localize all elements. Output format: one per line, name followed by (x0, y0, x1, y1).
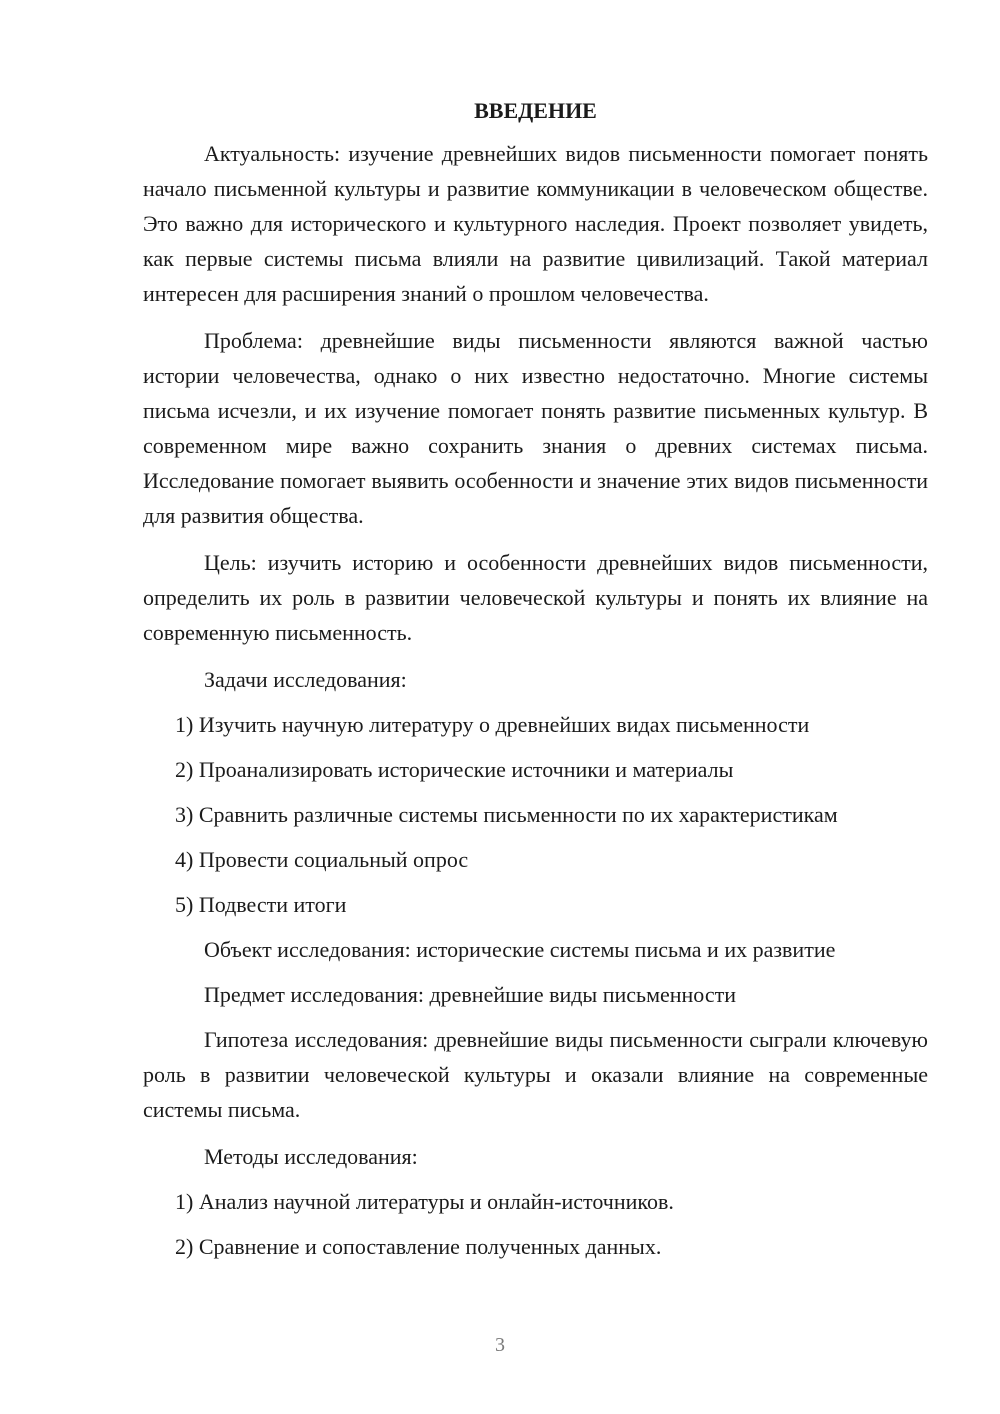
list-item: 2) Проанализировать исторические источники и материалы (175, 757, 734, 782)
methods-heading: Методы исследования: (204, 1144, 418, 1169)
hypothesis-paragraph: Гипотеза исследования: древнейшие виды письменности сыграли ключевую роль в развитии человеческой культуры и оказали влияние на современные системы письма. (143, 1027, 928, 1122)
list-item: 1) Анализ научной литературы и онлайн-источников. (175, 1189, 674, 1214)
page-title: ВВЕДЕНИЕ (474, 98, 597, 123)
relevance-paragraph: Актуальность: изучение древнейших видов письменности помогает понять начало письменной культуры и развитие коммуникации в человеческом обществе. Это важно для исторического и культурного наследия. Проект позволяет увидеть, как первые системы письма влияли на развитие цивилизаций. Такой материал интересен для расширения знаний о прошлом человечества. (143, 141, 928, 306)
list-item: 1) Изучить научную литературу о древнейших видах письменности (175, 712, 810, 737)
research-subject: Предмет исследования: древнейшие виды письменности (204, 982, 736, 1007)
document-page (143, 96, 928, 1274)
page-number: 3 (495, 1334, 505, 1356)
list-item: 5) Подвести итоги (175, 892, 347, 917)
methods-list (143, 1184, 928, 1264)
tasks-list (143, 707, 928, 922)
research-object: Объект исследования: исторические системы письма и их развитие (204, 937, 836, 962)
problem-paragraph: Проблема: древнейшие виды письменности являются важной частью истории человечества, однако о них известно недостаточно. Многие системы письма исчезли, и их изучение помогает понять развитие письменных культур. В современном мире важно сохранить знания о древних системах письма. Исследование помогает выявить особенности и значение этих видов письменности для развития общества. (143, 328, 928, 528)
list-item: 2) Сравнение и сопоставление полученных данных. (175, 1234, 662, 1259)
tasks-heading: Задачи исследования: (204, 667, 407, 692)
goal-paragraph: Цель: изучить историю и особенности древнейших видов письменности, определить их роль в развитии человеческой культуры и понять их влияние на современную письменность. (143, 550, 928, 645)
list-item: 4) Провести социальный опрос (175, 847, 469, 872)
list-item: 3) Сравнить различные системы письменности по их характеристикам (175, 802, 838, 827)
